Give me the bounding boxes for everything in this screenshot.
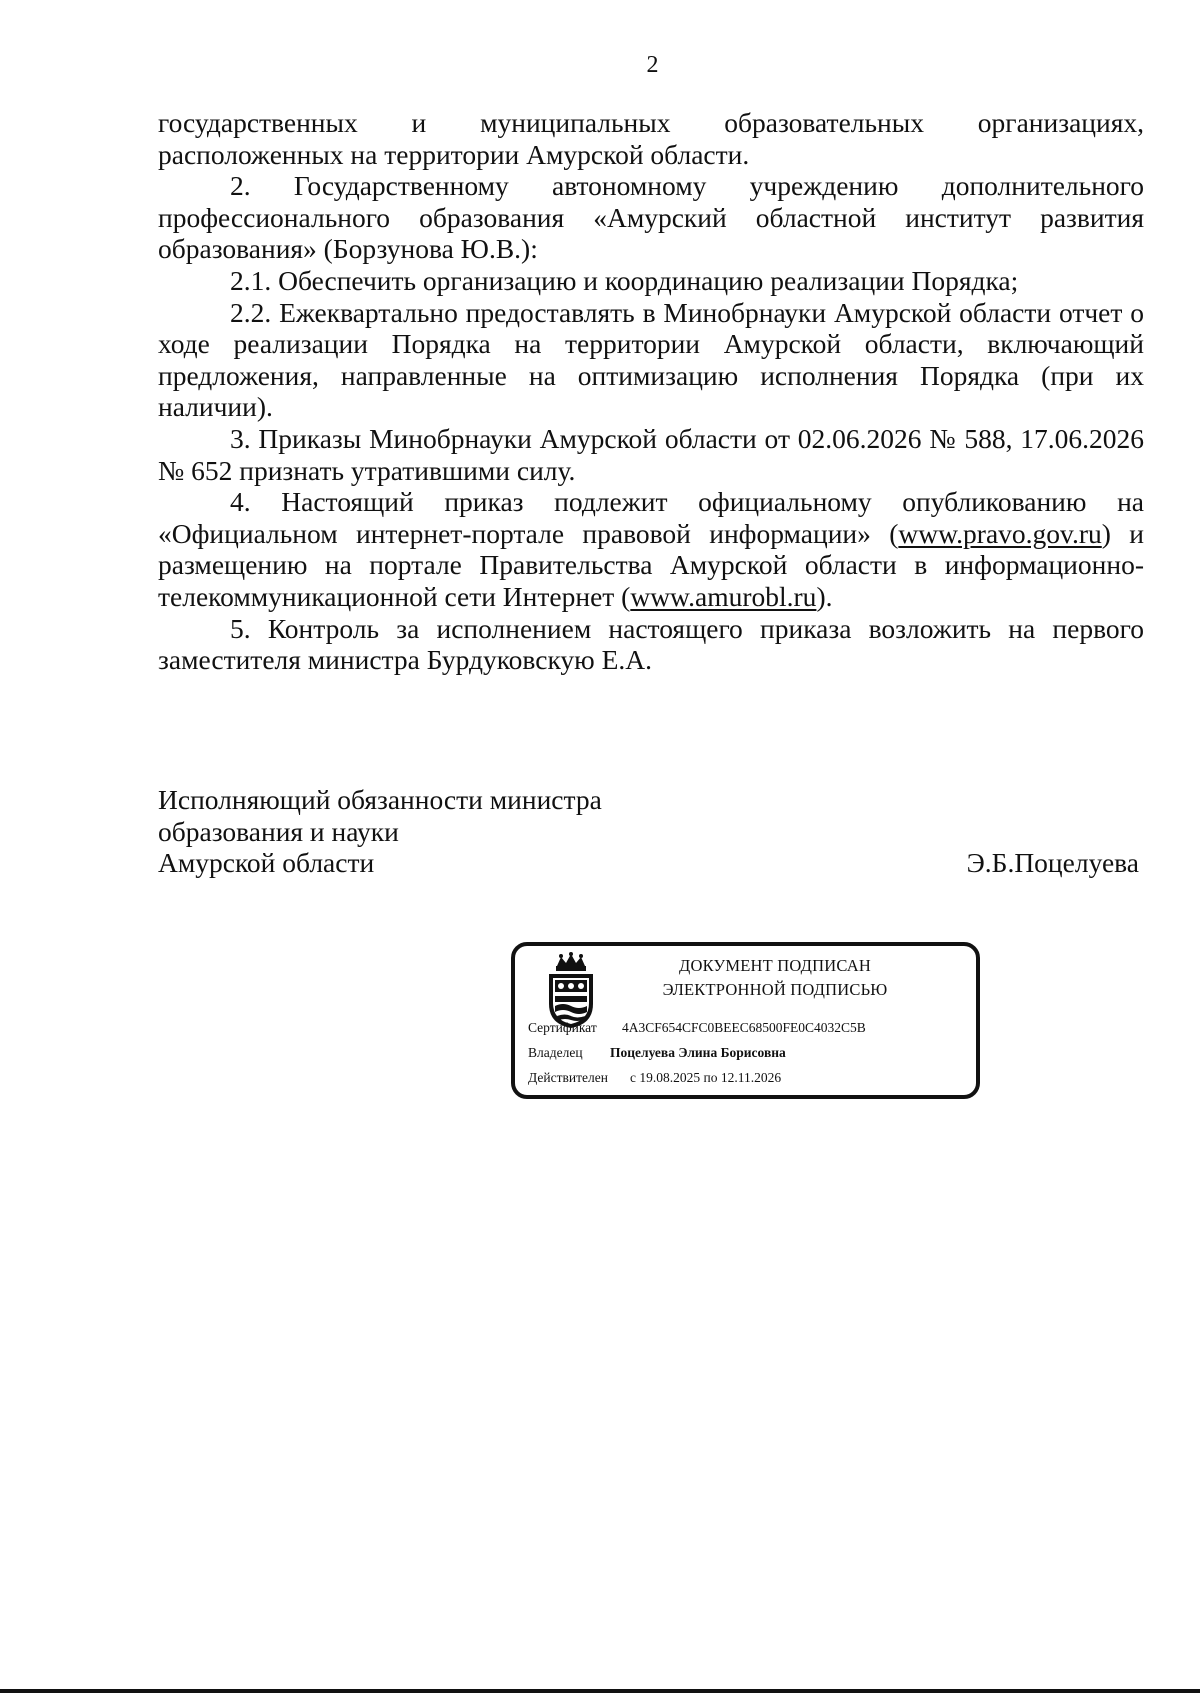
- order-body: [158, 107, 1144, 676]
- signer-position-line-2: образования и науки: [158, 815, 399, 847]
- owner-value: Поцелуева Элина Борисовна: [610, 1045, 786, 1060]
- pravo-gov-link[interactable]: www.pravo.gov.ru: [898, 517, 1102, 549]
- stamp-heading-line-2: ЭЛЕКТРОННОЙ ПОДПИСЬЮ: [662, 980, 888, 999]
- electronic-signature-stamp: [511, 942, 980, 1099]
- validity-row: [528, 1070, 781, 1086]
- validity-value: с 19.08.2025 по 12.11.2026: [630, 1070, 782, 1085]
- paragraph-item-4: [158, 486, 1144, 612]
- certificate-value: 4A3CF654CFC0BEEC68500FE0C4032C5B: [622, 1020, 866, 1035]
- signature-block: [158, 784, 1144, 879]
- page-number: 2: [646, 52, 659, 78]
- stamp-heading-line-1: ДОКУМЕНТ ПОДПИСАН: [679, 956, 871, 975]
- certificate-row: [528, 1020, 866, 1036]
- paragraph-item-2-2: 2.2. Ежеквартально предоставлять в Минобрнауки Амурской области отчет о ходе реализации Порядка на территории Амурской области, включающий предложения, направленные на оптимизацию исполнения Порядка (при их наличии).: [158, 296, 1144, 423]
- paragraph-item-5: 5. Контроль за исполнением настоящего приказа возложить на первого заместителя министра Бурдуковскую Е.А.: [158, 612, 1144, 676]
- certificate-label: Сертификат: [528, 1020, 597, 1035]
- paragraph-item-4-text-middle: ) и размещению на портале Правительства Амурской области в информационно-телекоммуникационной сети Интернет (: [158, 517, 1144, 612]
- paragraph-item-2: 2. Государственному автономному учреждению дополнительного профессионального образования «Амурский областной институт развития образования» (Борзунова Ю.В.):: [158, 170, 1144, 265]
- scan-bottom-edge: [0, 1689, 1200, 1693]
- amurobl-link[interactable]: www.amurobl.ru: [630, 580, 817, 612]
- validity-label: Действителен: [528, 1070, 608, 1085]
- coat-of-arms-icon: [545, 952, 597, 1030]
- owner-label: Владелец: [528, 1045, 583, 1060]
- stamp-heading: [625, 954, 925, 1002]
- paragraph-continuation: государственных и муниципальных образовательных организациях, расположенных на территории Амурской области.: [158, 107, 1144, 170]
- paragraph-item-4-text-start: 4. Настоящий приказ подлежит официальному опубликованию на «Официальном интернет-портале правовой информации» (: [158, 486, 1144, 549]
- owner-row: [528, 1045, 786, 1061]
- paragraph-item-2-1: 2.1. Обеспечить организацию и координацию реализации Порядка;: [230, 264, 1019, 296]
- signer-position-line-3: Амурской области: [158, 847, 375, 879]
- signer-position-line-1: Исполняющий обязанности министра: [158, 784, 602, 815]
- paragraph-item-4-text-end: ).: [816, 580, 833, 612]
- signer-name: Э.Б.Поцелуева: [966, 847, 1139, 878]
- paragraph-item-3: 3. Приказы Минобрнауки Амурской области от 02.06.2026 № 588, 17.06.2026 № 652 признать утратившими силу.: [158, 422, 1144, 486]
